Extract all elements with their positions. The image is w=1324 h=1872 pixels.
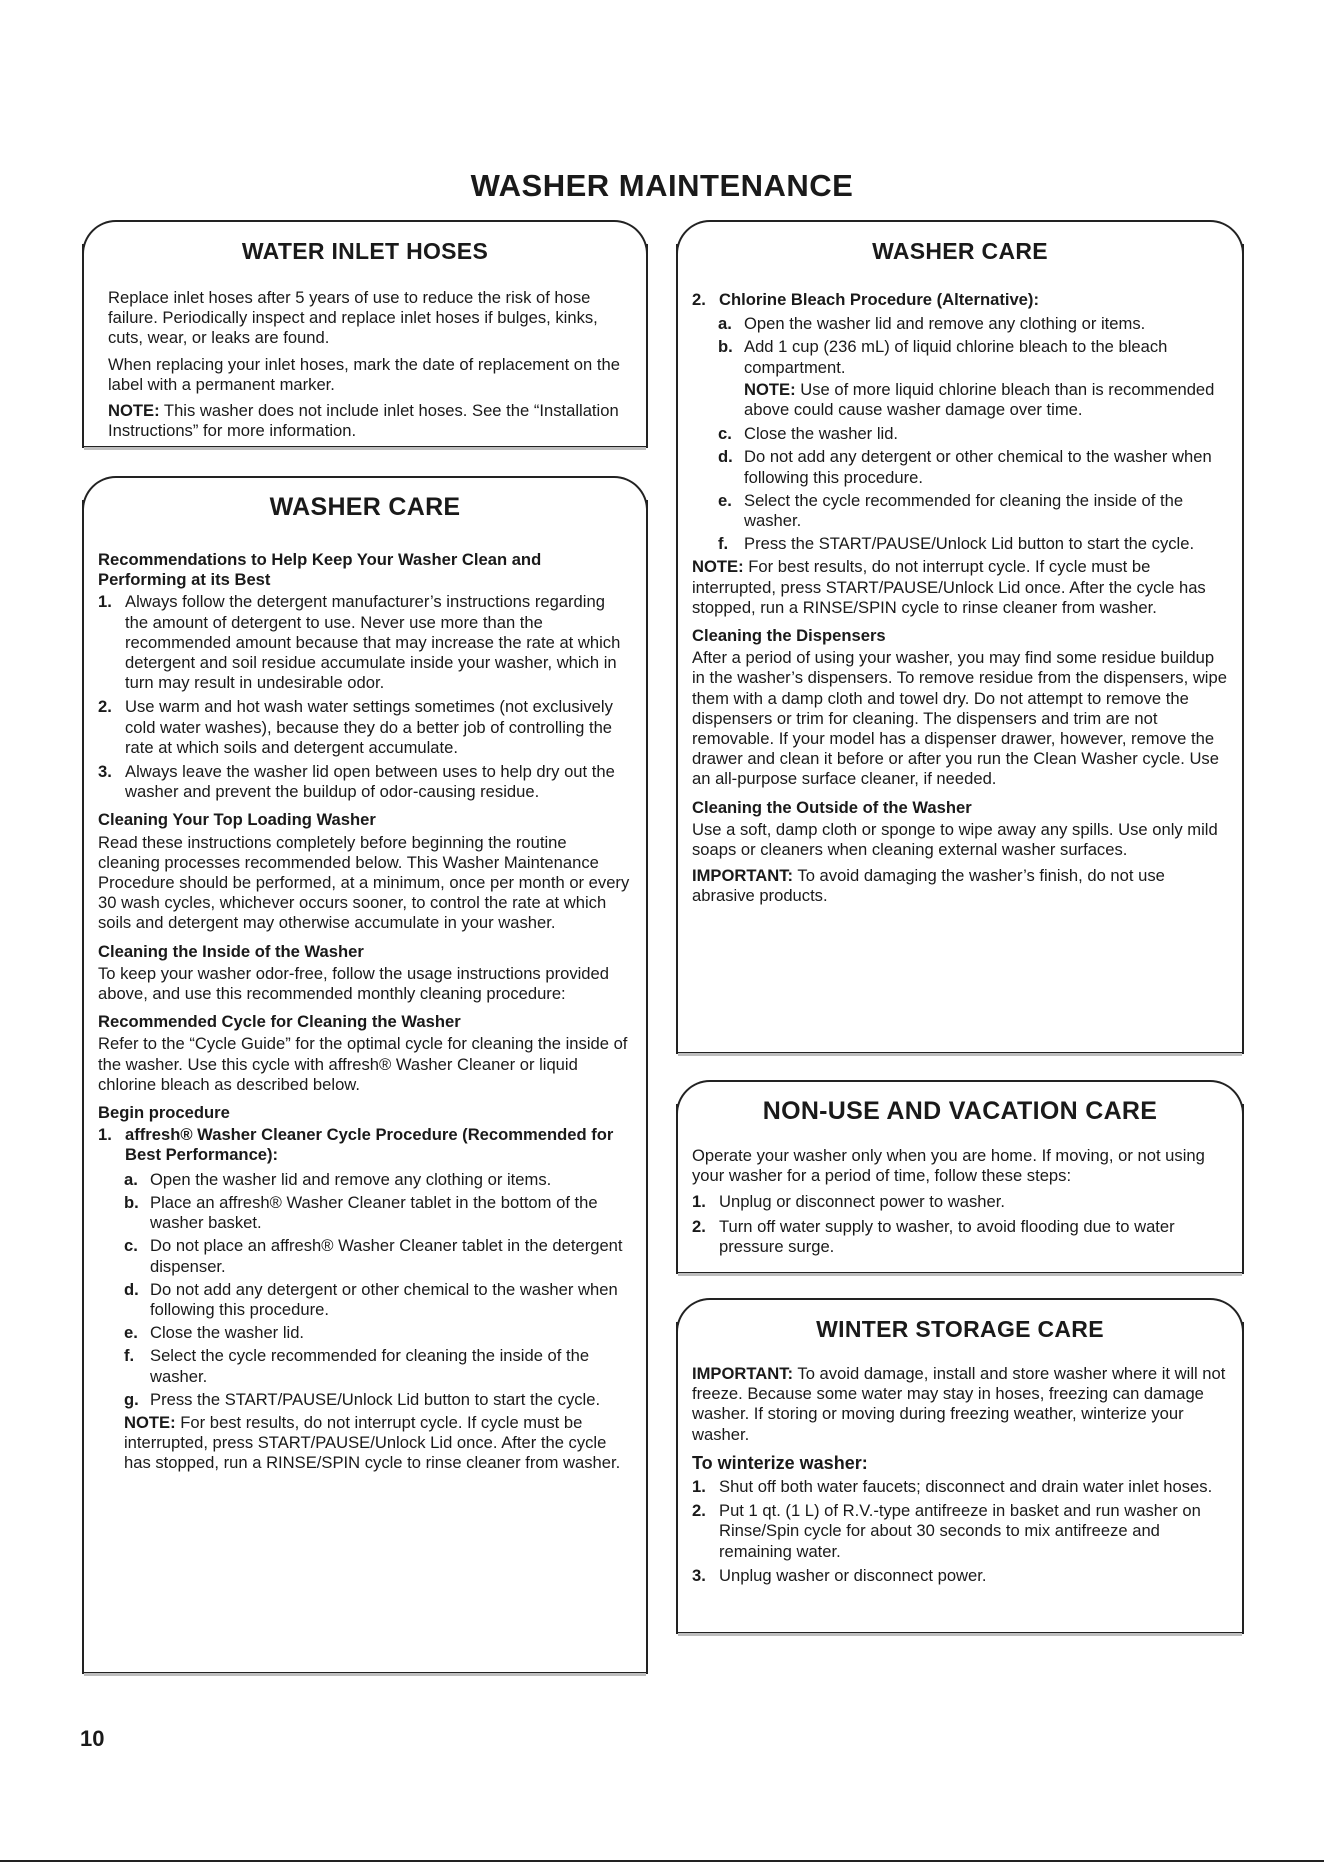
procedure-step [124,1236,632,1276]
note-text: This washer does not include inlet hoses. See the “Installation Instructions” for more information. [108,401,619,441]
step-letter: f. [124,1346,135,1366]
list-item [692,1217,1228,1257]
step-text: Press the START/PAUSE/Unlock Lid button to start the cycle. [744,534,1195,554]
procedure-step [124,1346,632,1386]
step-text: Select the cycle recommended for cleaning the inside of the washer. [150,1346,590,1386]
subheading: Cleaning the Inside of the Washer [98,941,364,961]
item-text: Always leave the washer lid open between uses to help dry out the washer and prevent the buildup of odor-causing residue. [125,762,615,802]
list-item [692,1477,1228,1497]
procedure-title [98,1125,632,1165]
note [692,557,1228,618]
list-item [692,1566,1228,1586]
item-number: 1. [98,592,112,612]
list-item [98,697,632,758]
section-heading: WASHER CARE [872,238,1048,264]
procedure-step [718,447,1228,487]
step-text: Do not add any detergent or other chemical to the washer when following this procedure. [744,447,1212,487]
subheading: Begin procedure [98,1103,230,1123]
procedure-step [718,337,1228,420]
item-text: Unplug washer or disconnect power. [719,1565,987,1585]
section-header [82,476,648,538]
step-text: Do not place an affresh® Washer Cleaner tablet in the detergent dispenser. [150,1236,623,1276]
procedure-step [124,1280,632,1320]
paragraph: When replacing your inlet hoses, mark the date of replacement on the label with a permanent marker. [108,354,620,394]
paragraph: Operate your washer only when you are home. If moving, or not using your washer for a period of time, follow these steps: [692,1146,1205,1186]
paragraph: After a period of using your washer, you may find some residue buildup in the washer’s dispensers. To remove residue from the dispensers, wipe them with a damp cloth and towel dry. Do not attempt to remove the dispensers or trim for cleaning. The dispensers and trim are not removable. If your model has a dispenser drawer, however, remove the drawer and clean it before or after you run the Clean Washer cycle. Use an all-purpose surface cleaner, if needed. [692,648,1227,789]
procedure-step [124,1390,632,1410]
paragraph: Use a soft, damp cloth or sponge to wipe away any spills. Use only mild soaps or cleaners when cleaning external washer surfaces. [692,819,1218,860]
page-title: WASHER MAINTENANCE [470,168,854,203]
step-letter: e. [718,490,732,510]
step-text: Add 1 cup (236 mL) of liquid chlorine bleach to the bleach compartment. [744,337,1168,377]
subheading: To winterize washer: [692,1452,868,1473]
step-letter: c. [124,1236,138,1256]
subheading: Cleaning the Dispensers [692,626,886,646]
page-bottom-rule [0,1860,1324,1862]
important-text: To avoid damage, install and store washer where it will not freeze. Because some water may stay in hoses, freezing can damage washer. If storing or moving during freezing weather, winterize your washer. [692,1364,1226,1444]
paragraph: Read these instructions completely before beginning the routine cleaning processes recommended below. This Washer Maintenance Procedure should be performed, at a minimum, once per month or every 30 wash cycles, whichever occurs sooner, to control the rate at which soils and detergent may otherwise accumulate in your washer. [98,832,630,933]
item-number: 1. [692,1477,706,1497]
section-header [676,220,1244,282]
step-letter: a. [718,314,732,334]
list-item [98,592,632,693]
item-text: Chlorine Bleach Procedure (Alternative): [719,290,1039,309]
step-letter: g. [124,1389,139,1409]
important-label: IMPORTANT: [692,1364,794,1383]
item-number: 3. [692,1565,706,1585]
note [108,401,626,441]
item-text: Use warm and hot wash water settings sometimes (not exclusively cold water washes), because they do a better job of controlling the rate at which soils and detergent accumulate. [125,697,613,757]
step-text: Place an affresh® Washer Cleaner tablet in the bottom of the washer basket. [150,1192,598,1233]
section-header [676,1298,1244,1360]
section-heading: NON-USE AND VACATION CARE [762,1097,1158,1125]
step-letter: b. [718,337,733,357]
item-number: 2. [692,290,706,309]
washer-care-section-right [676,238,1244,1054]
step-text: Press the START/PAUSE/Unlock Lid button to start the cycle. [150,1389,601,1409]
item-number: 1. [692,1192,706,1212]
procedure-step [124,1193,632,1233]
step-text: Close the washer lid. [150,1323,305,1343]
step-letter: a. [124,1169,138,1189]
note [124,1413,632,1474]
section-header [676,1080,1244,1142]
item-number: 2. [692,1216,706,1236]
step-letter: b. [124,1192,139,1212]
list-item [692,1501,1228,1562]
item-number: 3. [98,762,112,782]
step-letter: d. [124,1279,139,1299]
section-heading: WASHER CARE [269,493,461,521]
important-text: To avoid damaging the washer’s finish, do not use abrasive products. [692,866,1165,906]
note-label: NOTE: [124,1412,176,1432]
section-header [82,220,648,282]
step-letter: f. [718,534,729,554]
note-text: For best results, do not interrupt cycle. If cycle must be interrupted, press START/PAUSE/Unlock Lid once. After the cycle has stopped, run a RINSE/SPIN cycle to rinse cleaner from washer. [692,557,1206,617]
item-number: 2. [98,697,112,717]
note-label: NOTE: [108,401,160,421]
step-text: Open the washer lid and remove any clothing or items. [150,1169,552,1189]
page-number: 10 [80,1726,105,1751]
step-letter: d. [718,447,733,467]
subheading: Cleaning Your Top Loading Washer [98,810,376,830]
item-text: Unplug or disconnect power to washer. [719,1192,1005,1212]
note-label: NOTE: [692,557,744,577]
step-letter: c. [718,424,732,444]
section-heading: WATER INLET HOSES [241,238,489,264]
paragraph: Refer to the “Cycle Guide” for the optimal cycle for cleaning the inside of the washer. Use this cycle with affresh® Washer Cleaner or liquid chlorine bleach as described below. [98,1034,628,1094]
list-item [692,1192,1228,1212]
step-letter: e. [124,1323,138,1343]
important-label: IMPORTANT: [692,866,794,886]
procedure-step [718,424,1228,444]
note-label: NOTE: [744,379,796,399]
step-text: Open the washer lid and remove any clothing or items. [744,314,1146,334]
item-text: Put 1 qt. (1 L) of R.V.-type antifreeze in basket and run washer on Rinse/Spin cycle for about 30 seconds to mix antifreeze and remaining water. [719,1501,1201,1561]
procedure-step [124,1323,632,1343]
step-text: Select the cycle recommended for cleaning the inside of the washer. [744,490,1184,531]
washer-care-section-left [82,493,648,1674]
note-text: For best results, do not interrupt cycle. If cycle must be interrupted, press START/PAUSE/Unlock Lid once. After the cycle has stopped, run a RINSE/SPIN cycle to rinse cleaner from washer. [124,1412,621,1473]
recommendations-heading: Recommendations to Help Keep Your Washer Clean and Performing at its Best [98,550,542,590]
important-note [692,866,1228,906]
water-inlet-hoses-section [82,238,648,448]
subheading: Recommended Cycle for Cleaning the Washer [98,1012,461,1032]
note-text: Use of more liquid chlorine bleach than is recommended above could cause washer damage over time. [744,379,1215,420]
paragraph: Replace inlet hoses after 5 years of use to reduce the risk of hose failure. Periodically inspect and replace inlet hoses if bulges, kinks, cuts, wear, or leaks are found. [108,288,598,348]
item-text: Always follow the detergent manufacturer’s instructions regarding the amount of detergent to use. Never use more than the recommended amount because that may increase the rate at which detergent and soil residue accumulate inside your washer, which in turn may result in undesirable odor. [125,592,621,693]
paragraph: To keep your washer odor-free, follow the usage instructions provided above, and use this recommended monthly cleaning procedure: [98,963,609,1004]
important-note [692,1364,1228,1445]
list-item [98,762,632,802]
item-number: 2. [692,1501,706,1521]
item-number: 1. [98,1125,112,1145]
subheading: Cleaning the Outside of the Washer [692,797,972,817]
item-text: Shut off both water faucets; disconnect and drain water inlet hoses. [719,1477,1213,1497]
step-note [744,380,1228,420]
step-text: Close the washer lid. [744,424,899,444]
item-text: Turn off water supply to washer, to avoid flooding due to water pressure surge. [719,1216,1175,1256]
item-text: affresh® Washer Cleaner Cycle Procedure (Recommended for Best Performance): [125,1125,614,1165]
procedure-step [124,1170,632,1190]
step-text: Do not add any detergent or other chemical to the washer when following this procedure. [150,1279,618,1319]
winter-storage-section [676,1316,1244,1634]
section-heading: WINTER STORAGE CARE [816,1316,1104,1342]
procedure-step [718,534,1228,554]
vacation-care-section [676,1097,1244,1274]
procedure-step [718,491,1228,531]
procedure-title [692,290,1228,310]
procedure-step [718,314,1228,334]
